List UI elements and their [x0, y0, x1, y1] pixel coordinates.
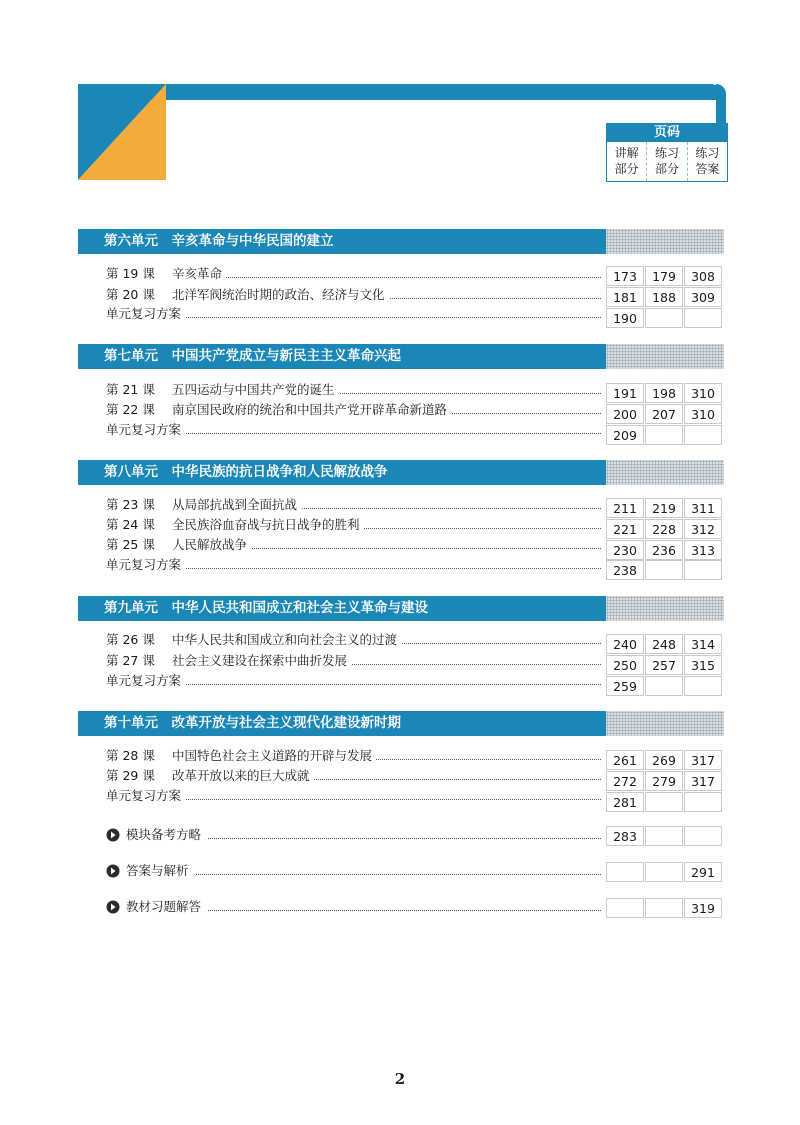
legend-col-text: 答案 [695, 162, 720, 176]
legend-col-text: 练习 [654, 146, 679, 160]
toc-row[interactable] [106, 497, 601, 513]
unit-title: 第十单元 改革开放与社会主义现代化建设新时期 [78, 711, 606, 736]
toc-row[interactable] [106, 653, 601, 669]
unit-header-pattern [606, 344, 724, 369]
unit-title: 第六单元 辛亥革命与中华民国的建立 [78, 229, 606, 254]
page-box: 211 [606, 498, 644, 518]
page-box: 291 [684, 862, 722, 882]
extra-name: 答案与解析 [126, 863, 189, 878]
lesson-number: 第 26 课 [106, 632, 155, 647]
toc-row[interactable] [106, 517, 601, 533]
lesson-name: 中国特色社会主义道路的开辟与发展 [172, 748, 373, 763]
unit-title: 第七单元 中国共产党成立与新民主主义革命兴起 [78, 344, 606, 369]
unit-header-pattern [606, 460, 724, 485]
extra-name: 教材习题解答 [126, 899, 202, 914]
lesson-number: 第 29 课 [106, 768, 155, 783]
page-box: 228 [645, 519, 683, 539]
circle-arrow-icon [106, 828, 120, 842]
page-box: 257 [645, 655, 683, 675]
page-box: 250 [606, 655, 644, 675]
toc-row[interactable] [106, 422, 601, 438]
lesson-name: 南京国民政府的统治和中国共产党开辟革命新道路 [172, 402, 448, 417]
unit-header-pattern [606, 596, 724, 621]
page-box: 200 [606, 404, 644, 424]
toc-row[interactable] [106, 557, 601, 573]
lesson-number: 第 25 课 [106, 537, 155, 552]
toc-row[interactable] [106, 788, 601, 804]
page-box: 238 [606, 560, 644, 580]
page-box [684, 676, 722, 696]
review-label: 单元复习方案 [106, 306, 182, 321]
lesson-name: 人民解放战争 [172, 537, 248, 552]
page-box: 230 [606, 540, 644, 560]
header-corner-graphic [78, 84, 166, 180]
toc-row[interactable] [106, 632, 601, 648]
lesson-name: 五四运动与中国共产党的诞生 [172, 382, 335, 397]
lesson-number: 第 21 课 [106, 382, 155, 397]
page-box: 219 [645, 498, 683, 518]
lesson-name: 辛亥革命 [172, 266, 223, 281]
unit-title: 第九单元 中华人民共和国成立和社会主义革命与建设 [78, 596, 606, 621]
extra-name: 模块备考方略 [126, 827, 202, 842]
page-box: 279 [645, 771, 683, 791]
toc-extra-row[interactable] [106, 898, 601, 916]
page-box [645, 792, 683, 812]
toc-row[interactable] [106, 382, 601, 398]
legend-title: 页码 [607, 124, 727, 142]
lesson-name: 中华人民共和国成立和向社会主义的过渡 [172, 632, 398, 647]
lesson-number: 第 22 课 [106, 402, 155, 417]
toc-row[interactable] [106, 537, 601, 553]
lesson-number: 第 28 课 [106, 748, 155, 763]
lesson-name: 社会主义建设在探索中曲折发展 [172, 653, 348, 668]
page-box [645, 308, 683, 328]
unit-header [78, 460, 724, 485]
unit-header [78, 229, 724, 254]
lesson-name: 北洋军阀统治时期的政治、经济与文化 [172, 287, 385, 302]
legend-col-text: 部分 [614, 162, 639, 176]
toc-row[interactable] [106, 306, 601, 322]
toc-extra-row[interactable] [106, 826, 601, 844]
legend-col-exercise [646, 142, 686, 181]
page-box: 310 [684, 383, 722, 403]
page-box: 314 [684, 634, 722, 654]
page-box: 315 [684, 655, 722, 675]
page-box [645, 425, 683, 445]
page-number: 2 [394, 1070, 406, 1088]
toc-extra-row[interactable] [106, 862, 601, 880]
page-box: 188 [645, 287, 683, 307]
page-box: 198 [645, 383, 683, 403]
page-box [684, 308, 722, 328]
page-box [684, 425, 722, 445]
page-box: 317 [684, 771, 722, 791]
lesson-name: 改革开放以来的巨大成就 [172, 768, 310, 783]
toc-row[interactable] [106, 768, 601, 784]
unit-header [78, 711, 724, 736]
legend-col-lecture [607, 142, 646, 181]
page-box: 221 [606, 519, 644, 539]
page-box: 236 [645, 540, 683, 560]
page-box: 309 [684, 287, 722, 307]
review-label: 单元复习方案 [106, 673, 182, 688]
page-box: 240 [606, 634, 644, 654]
page-box: 179 [645, 266, 683, 286]
page-box: 272 [606, 771, 644, 791]
page-box: 191 [606, 383, 644, 403]
review-label: 单元复习方案 [106, 557, 182, 572]
lesson-number: 第 24 课 [106, 517, 155, 532]
lesson-number: 第 27 课 [106, 653, 155, 668]
page-box: 173 [606, 266, 644, 286]
lesson-number: 第 20 课 [106, 287, 155, 302]
page-box: 281 [606, 792, 644, 812]
header-top-bar [78, 84, 726, 100]
page-box [684, 792, 722, 812]
review-label: 单元复习方案 [106, 788, 182, 803]
page-box: 313 [684, 540, 722, 560]
page-box: 308 [684, 266, 722, 286]
page-box: 181 [606, 287, 644, 307]
lesson-name: 从局部抗战到全面抗战 [172, 497, 298, 512]
page-box [645, 826, 683, 846]
page-box: 312 [684, 519, 722, 539]
unit-title: 第八单元 中华民族的抗日战争和人民解放战争 [78, 460, 606, 485]
page-box [645, 676, 683, 696]
page-box: 317 [684, 750, 722, 770]
page-box [684, 560, 722, 580]
toc-row[interactable] [106, 748, 601, 764]
legend-col-text: 部分 [654, 162, 679, 176]
page-box: 190 [606, 308, 644, 328]
circle-arrow-icon [106, 900, 120, 914]
legend-col-text: 练习 [695, 146, 720, 160]
unit-header-pattern [606, 711, 724, 736]
lesson-number: 第 19 课 [106, 266, 155, 281]
toc-row[interactable] [106, 673, 601, 689]
page-box [606, 898, 644, 918]
page-box: 261 [606, 750, 644, 770]
page-box: 283 [606, 826, 644, 846]
unit-header [78, 596, 724, 621]
page-box: 248 [645, 634, 683, 654]
page-box: 319 [684, 898, 722, 918]
review-label: 单元复习方案 [106, 422, 182, 437]
page-box: 310 [684, 404, 722, 424]
page-box: 207 [645, 404, 683, 424]
toc-row[interactable] [106, 402, 601, 418]
page-box [606, 862, 644, 882]
lesson-name: 全民族浴血奋战与抗日战争的胜利 [172, 517, 360, 532]
page-box: 311 [684, 498, 722, 518]
legend-col-answer [687, 142, 727, 181]
unit-header [78, 344, 724, 369]
page-box [684, 826, 722, 846]
page-code-legend [606, 123, 728, 182]
page-box: 259 [606, 676, 644, 696]
page-box: 269 [645, 750, 683, 770]
page-box [645, 560, 683, 580]
toc-row[interactable] [106, 287, 601, 303]
toc-row[interactable] [106, 266, 601, 282]
page-box [645, 898, 683, 918]
page-box: 209 [606, 425, 644, 445]
lesson-number: 第 23 课 [106, 497, 155, 512]
circle-arrow-icon [106, 864, 120, 878]
unit-header-pattern [606, 229, 724, 254]
legend-col-text: 讲解 [614, 146, 639, 160]
page-box [645, 862, 683, 882]
